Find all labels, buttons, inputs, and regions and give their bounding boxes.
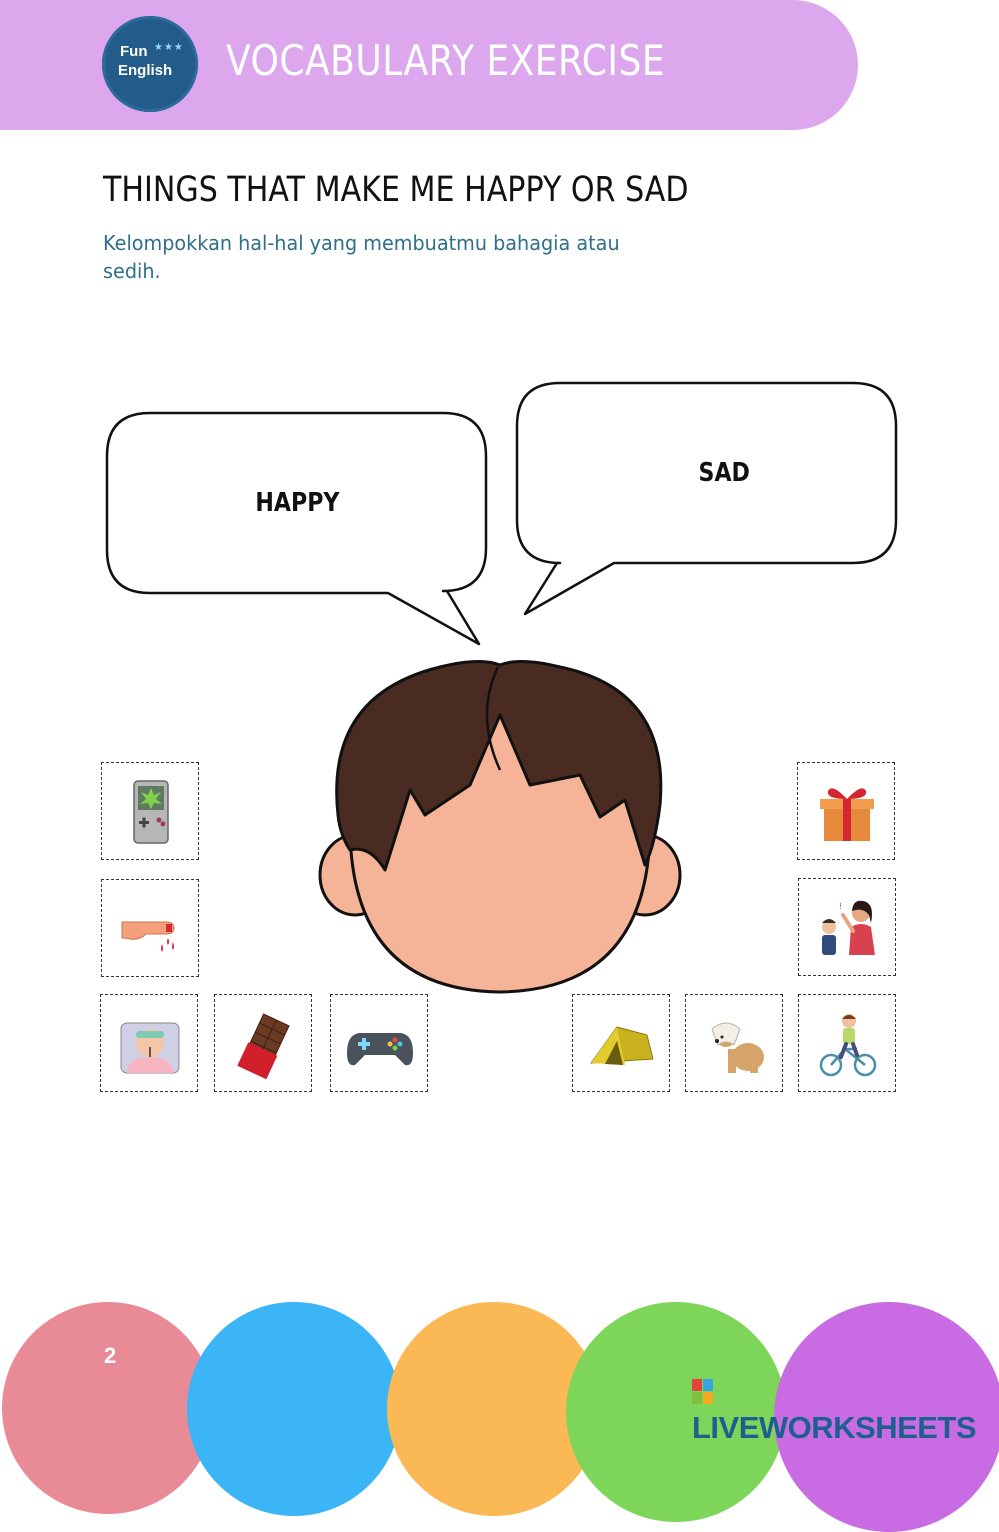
- section-title: THINGS THAT MAKE ME HAPPY OR SAD: [103, 170, 689, 210]
- chocolate-bar-icon: [229, 1009, 299, 1079]
- child-face-illustration: [310, 655, 690, 995]
- footer-circle-blue: [187, 1302, 401, 1516]
- cut-finger-icon: [116, 894, 186, 964]
- injured-dog-icon: [700, 1009, 770, 1079]
- page-number: 2: [104, 1343, 117, 1368]
- liveworksheets-logo-icon: [692, 1379, 714, 1405]
- tile-broken-game-console[interactable]: [101, 762, 199, 860]
- tile-tent[interactable]: [572, 994, 670, 1092]
- watermark-text: LIVEWORKSHEETS: [692, 1410, 977, 1445]
- tile-game-controller[interactable]: [330, 994, 428, 1092]
- instruction-text: Kelompokkan hal-hal yang membuatmu bahagia atau sedih.: [103, 231, 620, 283]
- footer-circle-pink: [2, 1302, 214, 1514]
- sad-label: SAD: [698, 458, 750, 488]
- sad-speech-bubble: [517, 383, 896, 614]
- tent-icon: [587, 1009, 657, 1079]
- sick-child-icon: [115, 1009, 185, 1079]
- game-controller-icon: [345, 1009, 415, 1079]
- tile-gift-box[interactable]: [797, 762, 895, 860]
- tile-chocolate[interactable]: [214, 994, 312, 1092]
- tile-boy-bicycle[interactable]: [798, 994, 896, 1092]
- gift-box-icon: [812, 777, 882, 847]
- broken-game-console-icon: [116, 777, 186, 847]
- mother-scolding-icon: [813, 893, 883, 963]
- tile-mother-scolding[interactable]: [798, 878, 896, 976]
- tile-sick-child[interactable]: [100, 994, 198, 1092]
- boy-bicycle-icon: [813, 1009, 883, 1079]
- tile-cut-finger[interactable]: [101, 879, 199, 977]
- happy-label: HAPPY: [255, 488, 340, 518]
- logo-text-fun: Fun: [120, 43, 148, 60]
- tile-injured-dog[interactable]: [685, 994, 783, 1092]
- liveworksheets-watermark: [692, 1374, 999, 1446]
- stars-icon: ★★★: [154, 42, 184, 53]
- svg-text:!: !: [839, 902, 843, 911]
- logo-text-english: English: [118, 62, 173, 79]
- header-title: VOCABULARY EXERCISE: [226, 36, 666, 85]
- happy-speech-bubble: [107, 413, 486, 644]
- speech-bubbles: [0, 0, 999, 680]
